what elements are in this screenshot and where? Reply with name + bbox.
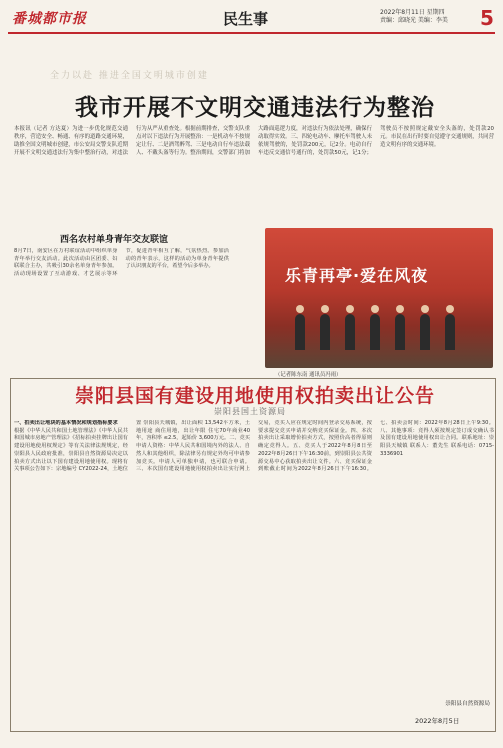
photo-person xyxy=(445,314,455,350)
date-info xyxy=(380,9,480,25)
photo-person xyxy=(370,314,380,350)
photo-person xyxy=(295,314,305,350)
photo-person xyxy=(395,314,405,350)
notice-subtitle: 崇阳县国土资源局 xyxy=(214,407,286,416)
notice-body xyxy=(14,420,494,720)
photo-person xyxy=(420,314,430,350)
photo-person xyxy=(345,314,355,350)
notice-text: 根据《中华人民共和国土地管理法》《中华人民共和国城市房地产管理法》《招标拍卖挂牌出让国有建设用地使用权规定》等有关法律法规规定，经崇阳县人民政府批准，崇阳县自然资源局决定以拍卖方式出让以下国有建设用地使用权。现将有关事项公告如下：宗地编号 CY2022-24，土地位置 崇阳县天城镇，出让面积 13,542平方米，土地用途 商住用地，出让年限 住宅70年商业40年，容积率 ≤2.5，起始价 3,600万元。二、竞买申请人资格：中华人民共和国境内外的法人、自然人和其他组织，除法律另有规定外均可申请参加竞买。申请人可单独申请，也可联合申请。三、本次国有建设用地使用权拍卖出让实行网上交易，竞买人应在规定时间内登录交易系统，按要求提交竞买申请并交纳竞买保证金。四、本次拍卖出让采取增价拍卖方式，按照价高者得原则确定竞得人。五、竞买人于2022年8月8日至2022年8月26日下午16:30前，到崇阳县公共资源交易中心获取拍卖出让文件。六、竞买保证金到账截止时间为2022年8月26日下午16:30。七、拍卖会时间：2022年8月28日上午9:30。八、其他事项：竞得人须按规定签订成交确认书及国有建设用地使用权出让合同。联系地址：崇阳县天城镇 联系人：董先生 联系电话：0715-3336901 xyxy=(14,420,494,473)
article-kicker: 全力以赴 推进全国文明城市创建 xyxy=(50,71,209,81)
notice-signature: 崇阳县自然资源局 xyxy=(445,701,490,707)
masthead-rule xyxy=(8,32,495,34)
article-headline: 我市开展不文明交通违法行为整治 xyxy=(75,95,435,121)
photo-person xyxy=(320,314,330,350)
section-title: 民生事 xyxy=(223,10,269,28)
editor-line: 责编：邱晓光 美编：李美 xyxy=(380,17,448,24)
photo-story-body: 8月7日，南安区在万村联谊活动中组织单身青年举行交友活动。此次活动由区团委、妇联联合主办，共吸引30余名单身青年参加。活动现场设置了互动游戏、才艺展示等环节，促进青年相互了解，气氛热烈。参加活动的青年表示，这样的活动为单身青年提供了认识朋友的平台，希望今后多举办。 xyxy=(14,248,229,277)
notice-section-heading: 一、拍卖出让地块的基本情况和规划指标要求 xyxy=(14,420,118,426)
photo-story-title: 西名农村单身青年交友联谊 xyxy=(60,235,169,245)
photo-caption: （记者陈东南 通讯员冯雨） xyxy=(275,372,342,378)
notice-date: 2022年8月5日 xyxy=(415,717,460,725)
page-number: 5 xyxy=(480,6,494,30)
article-body: 本报讯（记者 方达夏）为进一步优化规范交通秩序，营造安全、畅通、有序的道路交通环境，助推全国文明城市创建，市公安局交警支队近期开展不文明交通违法行为集中整治行动，对违法行为从严从重查处。根据前期排查，交警支队重点对以下违法行为开展整治：一是机动车不按规定让行、二是酒驾醉驾、三是电动自行车违法载人、不戴头盔等行为。整治期间，交警部门将加大路面巡逻力度，对违法行为依法处理，确保行动取得实效。三、四轮电动车、摩托车驾驶人未依规驾驶的，处罚款200元，记2分。电动自行车违反交通信号通行的，处罚款50元，记1分；驾驶员不按照规定戴安全头盔的，处罚款20元。市民在出行时要自觉遵守交通规则，共同营造文明有序的交通环境。 xyxy=(14,126,494,156)
event-photo xyxy=(265,228,493,368)
newspaper-brand: 番城都市报 xyxy=(12,11,87,27)
notice-title: 崇阳县国有建设用地使用权拍卖出让公告 xyxy=(74,385,435,407)
photo-banner-text: 乐青再亭·爱在风夜 xyxy=(285,266,429,285)
date-line: 2022年8月11日 星期四 xyxy=(380,9,445,16)
masthead xyxy=(8,6,495,32)
